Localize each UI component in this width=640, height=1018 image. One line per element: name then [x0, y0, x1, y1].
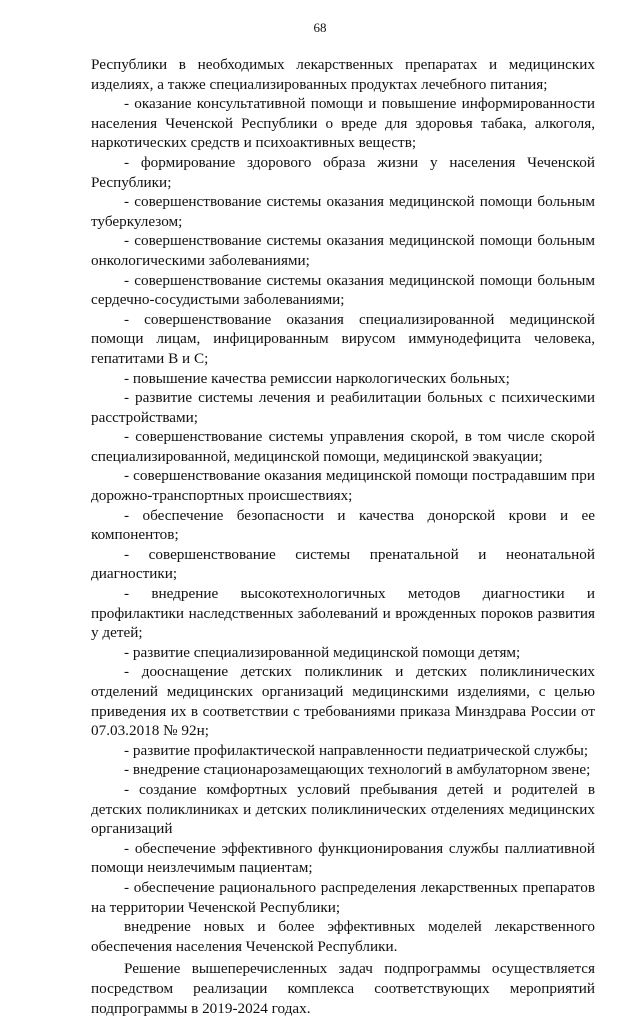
list-item: - совершенствование оказания специализированной медицинской помощи лицам, инфицированным вирусом иммунодефицита человека, гепатитами В и С; [91, 310, 595, 367]
list-item: - обеспечение безопасности и качества донорской крови и ее компонентов; [91, 506, 595, 544]
list-item: - совершенствование системы оказания медицинской помощи больным сердечно-сосудистыми заболеваниями; [91, 271, 595, 309]
document-body [91, 55, 595, 1018]
list-item: - совершенствование системы оказания медицинской помощи больным онкологическими заболеваниями; [91, 232, 595, 269]
list-item: внедрение новых и более эффективных моделей лекарственного обеспечения населения Чеченской Республики. [91, 918, 595, 955]
list-item: - создание комфортных условий пребывания детей и родителей в детских поликлиниках и детских поликлинических отделениях медицинских организаций [91, 780, 595, 838]
page-number: 68 [313, 20, 327, 35]
list-item: - развитие специализированной медицинской помощи детям; [124, 643, 521, 661]
list-item: - внедрение высокотехнологичных методов диагностики и профилактики наследственных заболеваний и врожденных пороков развития у детей; [91, 585, 595, 642]
paragraph-continuation: Республики в необходимых лекарственных препаратах и медицинских изделиях, а также специализированных продуктах лечебного питания; [91, 56, 595, 93]
list-item: - повышение качества ремиссии наркологических больных; [124, 369, 510, 387]
list-item: - развитие системы лечения и реабилитации больных с психическими расстройствами; [91, 389, 595, 426]
list-item: - развитие профилактической направленности педиатрической службы; [124, 741, 589, 759]
list-item: - совершенствование системы управления скорой, в том числе скорой специализированной, медицинской помощи, медицинской эвакуации; [91, 428, 595, 465]
list-item: - обеспечение эффективного функционирования службы паллиативной помощи неизлечимым пациентам; [91, 839, 595, 877]
list-item: - совершенствование системы пренатальной и неонатальной диагностики; [91, 545, 595, 583]
list-item: - оказание консультативной помощи и повышение информированности населения Чеченской Республики о вреде для здоровья табака, алкоголя, наркотических средств и психоактивных веществ; [91, 95, 595, 152]
list-item: - внедрение стационарозамещающих технологий в амбулаторном звене; [124, 761, 591, 779]
list-item: - совершенствование оказания медицинской помощи пострадавшим при дорожно-транспортных происшествиях; [91, 467, 595, 505]
closing-paragraph: Решение вышеперечисленных задач подпрограммы осуществляется посредством реализации комплекса соответствующих мероприятий подпрограммы в 2019-2024 годах. [91, 960, 595, 1017]
list-item: - формирование здорового образа жизни у населения Чеченской Республики; [91, 153, 595, 191]
list-item: - совершенствование системы оказания медицинской помощи больным туберкулезом; [91, 193, 595, 230]
list-item: - дооснащение детских поликлиник и детских поликлинических отделений медицинских организаций медицинскими изделиями, с целью приведения их в соответствии с требованиями приказа Минздрава России от 07.03.2018 № 92н; [91, 663, 595, 740]
list-item: - обеспечение рационального распределения лекарственных препаратов на территории Чеченской Республики; [91, 878, 595, 916]
